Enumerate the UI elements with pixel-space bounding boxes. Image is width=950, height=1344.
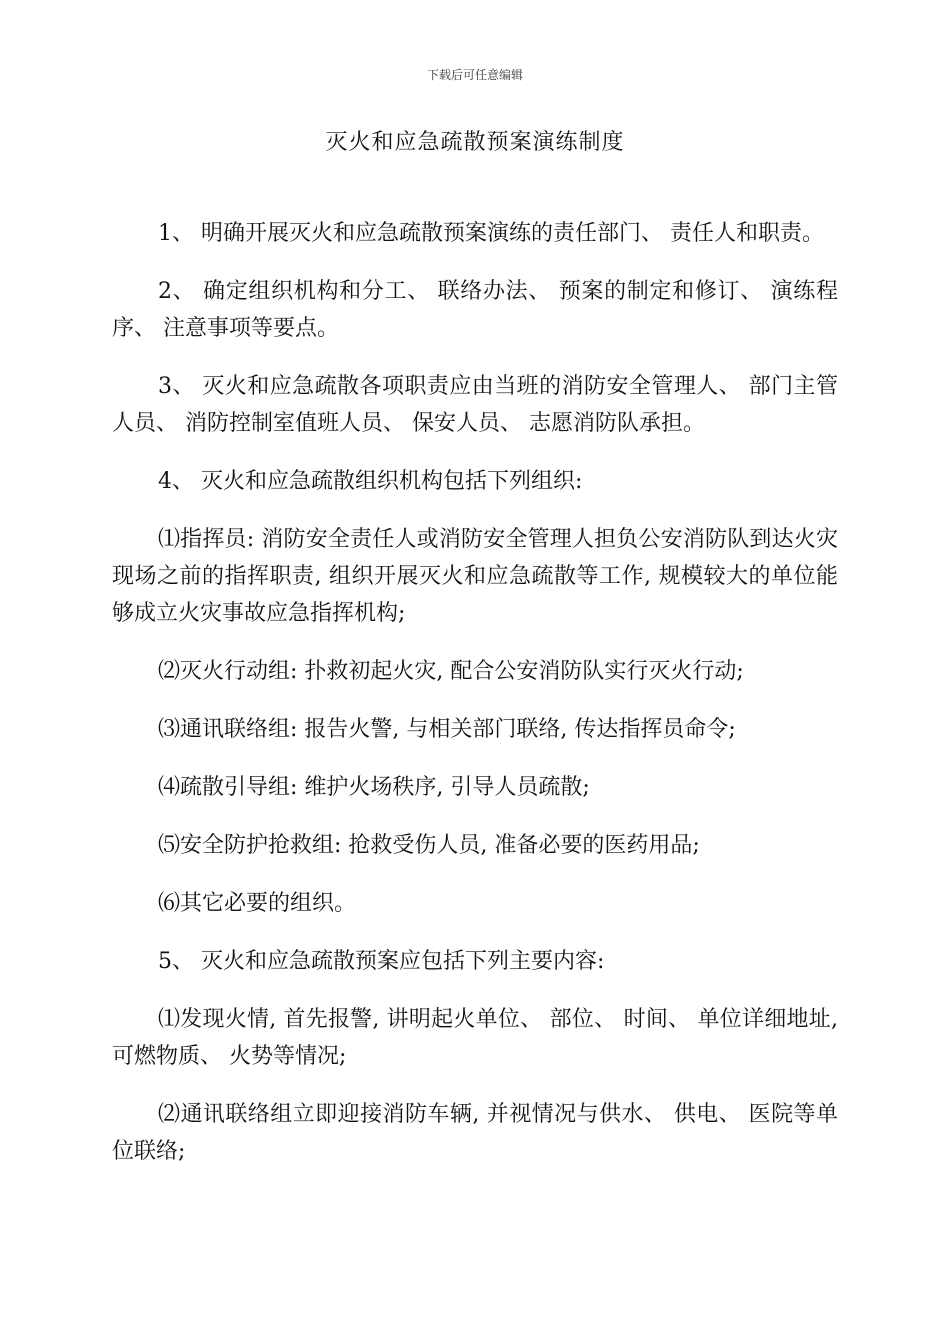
paragraph-4-2: ⑵灭火行动组: 扑救初起火灾, 配合公安消防队实行灭火行动; — [158, 659, 744, 684]
paragraph-4-4: ⑷疏散引导组: 维护火场秩序, 引导人员疏散; — [158, 775, 590, 800]
paragraph-5: 5、 灭火和应急疏散预案应包括下列主要内容: — [158, 949, 605, 974]
header-note: 下载后可任意编辑 — [426, 68, 523, 82]
paragraph-5-1: ⑴发现火情, 首先报警, 讲明起火单位、 部位、 时间、 单位详细地址, 可燃物质、 火势等情况; — [112, 1007, 838, 1069]
paragraph-3: 3、 灭火和应急疏散各项职责应由当班的消防安全管理人、 部门主管人员、 消防控制室值班人员、 保安人员、 志愿消防队承担。 — [112, 374, 838, 436]
paragraph-2: 2、 确定组织机构和分工、 联络办法、 预案的制定和修订、 演练程序、 注意事项等要点。 — [112, 279, 838, 341]
paragraph-4-1: ⑴指挥员: 消防安全责任人或消防安全管理人担负公安消防队到达火灾现场之前的指挥职责, 组织开展灭火和应急疏散等工作, 规模较大的单位能够成立火灾事故应急指挥机构; — [112, 527, 838, 626]
paragraph-4-6: ⑹其它必要的组织。 — [158, 891, 357, 916]
paragraph-4-5: ⑸安全防护抢救组: 抢救受伤人员, 准备必要的医药用品; — [158, 833, 700, 858]
paragraph-4-3: ⑶通讯联络组: 报告火警, 与相关部门联络, 传达指挥员命令; — [158, 717, 736, 742]
document-body — [112, 215, 838, 1191]
document-title: 灭火和应急疏散预案演练制度 — [325, 129, 625, 155]
paragraph-5-2: ⑵通讯联络组立即迎接消防车辆, 并视情况与供水、 供电、 医院等单位联络; — [112, 1102, 838, 1164]
paragraph-4: 4、 灭火和应急疏散组织机构包括下列组织: — [158, 469, 583, 494]
paragraph-1: 1、 明确开展灭火和应急疏散预案演练的责任部门、 责任人和职责。 — [158, 221, 824, 246]
